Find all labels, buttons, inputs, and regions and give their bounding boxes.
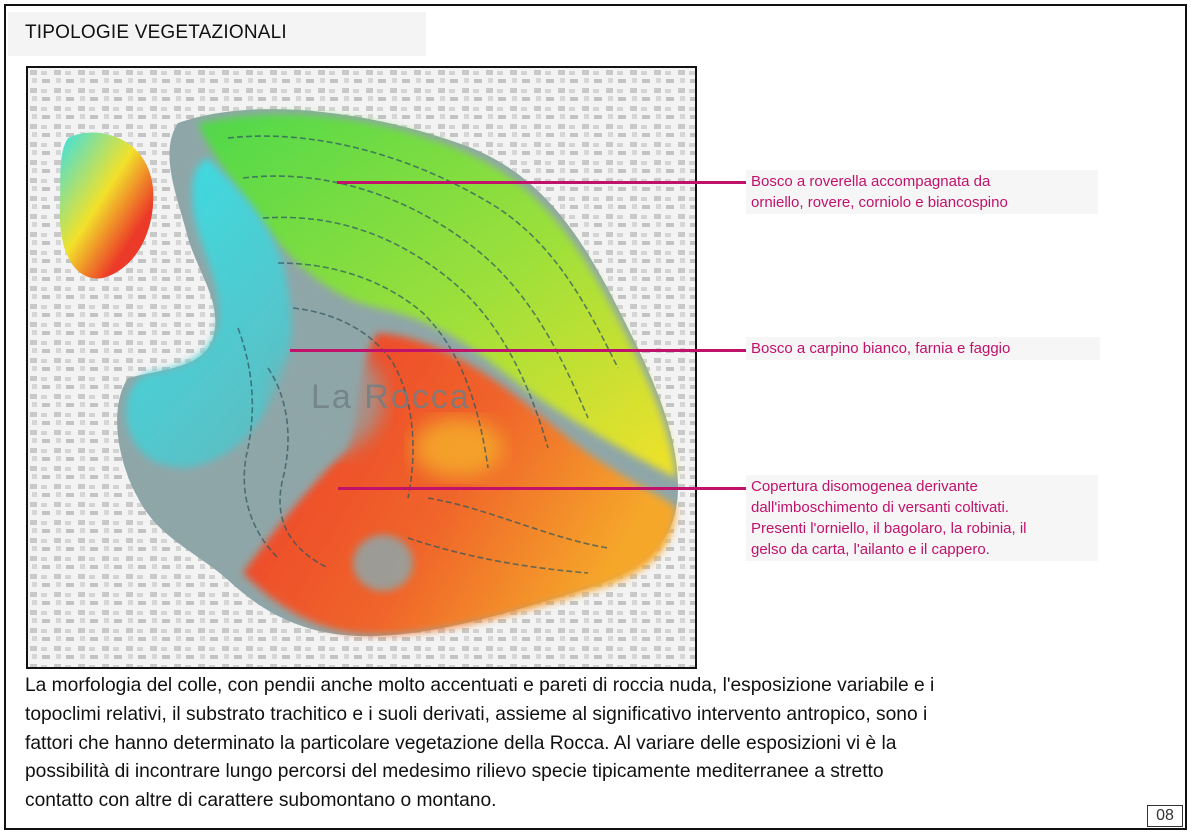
leader-line-copertura xyxy=(338,487,747,490)
annotation-line: Bosco a roverella accompagnata da xyxy=(751,173,991,190)
paragraph-line: La morfologia del colle, con pendii anche molto accentuati e pareti di roccia nuda, l'esposizione variabile e i xyxy=(25,675,935,696)
annotation-carpino xyxy=(746,337,1100,360)
annotation-line: orniello, rovere, corniolo e biancospino xyxy=(751,194,1008,211)
description-paragraph xyxy=(25,672,1140,816)
paragraph-line: possibilità di incontrare lungo percorsi del medesimo rilievo specie tipicamente mediterranee a stretto xyxy=(25,761,884,783)
annotation-line: Copertura disomogenea derivante xyxy=(751,478,978,495)
annotation-copertura xyxy=(746,475,1098,561)
place-label: La Rocca xyxy=(311,378,471,416)
leader-line-carpino xyxy=(290,349,747,352)
annotation-line: dall'imboschimento di versanti coltivati. xyxy=(751,499,1009,516)
paragraph-line: contatto con altre di carattere subomontano o montano. xyxy=(25,790,497,812)
paragraph-line: fattori che hanno determinato la particolare vegetazione della Rocca. Al variare delle esposizioni vi è la xyxy=(25,732,897,754)
vegetation-map xyxy=(26,66,697,669)
page-number: 08 xyxy=(1147,805,1183,827)
annotation-line: Presenti l'orniello, il bagolaro, la robinia, il xyxy=(751,520,1027,537)
vegetation-map-graphic xyxy=(28,68,697,669)
page-title: TIPOLOGIE VEGETAZIONALI xyxy=(25,22,287,43)
annotation-line: Bosco a carpino bianco, farnia e faggio xyxy=(751,340,1011,357)
annotation-line: gelso da carta, l'ailanto e il cappero. xyxy=(751,541,990,558)
leader-line-roverella xyxy=(337,181,747,184)
annotation-roverella xyxy=(746,170,1098,214)
paragraph-line: topoclimi relativi, il substrato trachitico e i suoli derivati, assieme al significativo intervento antropico, sono i xyxy=(25,703,928,725)
